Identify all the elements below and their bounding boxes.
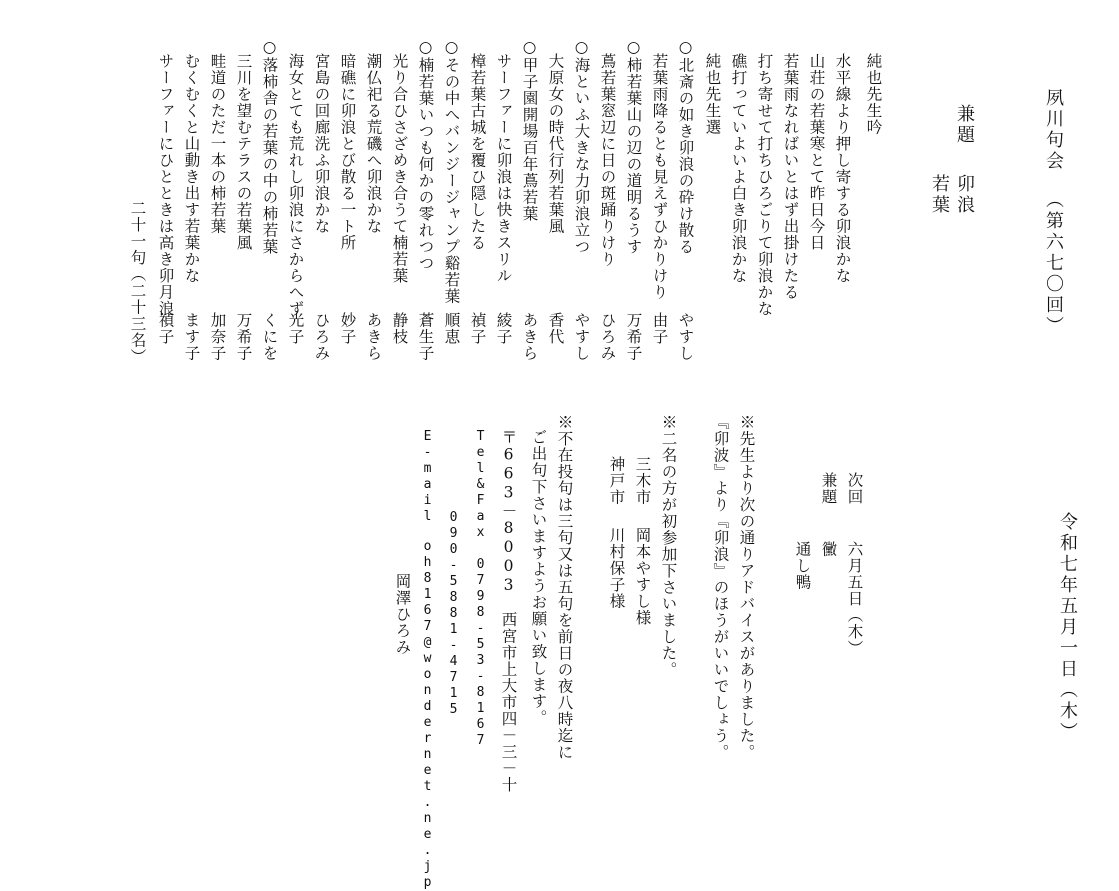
entry-author: くにを xyxy=(260,312,279,362)
entry-poem: 三川を望むテラスの若葉風 xyxy=(234,53,253,251)
entry-author: 順恵 xyxy=(442,312,461,345)
entry-poem: 宮島の回廊洗ふ卯浪かな xyxy=(312,53,331,235)
teacher-haiku: 打ち寄せて打ちひろごりて卯浪かな xyxy=(755,53,774,317)
entry-poem: 樟若葉古城を覆ひ隠したる xyxy=(468,53,487,251)
entry-author: 禎子 xyxy=(468,312,487,345)
next-label: 次回 xyxy=(845,472,864,505)
theme-label: 兼題 xyxy=(954,104,975,146)
entry-author: やすし xyxy=(676,312,695,362)
entry-author: ます子 xyxy=(182,312,201,362)
contact-tel-fax: Tel&Fax 0798-53-8167 xyxy=(473,429,488,749)
new-member-city: 三木市 xyxy=(633,456,652,506)
entry-author: 香代 xyxy=(546,312,565,345)
theme-topic-1: 卯浪 xyxy=(954,174,975,216)
teacher-heading: 純也先生吟 xyxy=(864,53,883,136)
entry-author: あきら xyxy=(520,312,539,362)
contact-address: 〒663－8003 西宮市上大市四－三－十 xyxy=(499,429,518,793)
contact-email: E-mail oh8167@wondernet.ne.jp xyxy=(420,429,435,891)
teacher-haiku: 水平線より押し寄する卯浪かな xyxy=(833,53,852,284)
advice-detail: 『卯波』より『卯浪』のほうがいいでしょう。 xyxy=(711,414,730,761)
new-member-name: 岡本やすし様 xyxy=(633,527,652,626)
entry-author: あきら xyxy=(364,312,383,362)
issue-number: （第六七〇回） xyxy=(1043,190,1064,337)
club-title: 夙川句会 xyxy=(1043,88,1064,172)
entry-poem: 暗礁に卯浪とび散る一ト所 xyxy=(338,53,357,251)
entry-poem: 海女とても荒れし卯浪にさからへず xyxy=(286,53,305,317)
absent-submission-note: ※不在投句は三句又は五句を前日の夜八時迄に xyxy=(555,414,574,761)
entry-author: 綾子 xyxy=(494,312,513,345)
entry-poem: ○落柿舎の若葉の中の柿若葉 xyxy=(260,38,279,255)
new-member-name: 川村保子様 xyxy=(607,527,626,610)
entry-author: 光子 xyxy=(286,312,305,345)
entry-poem: 潮仏祀る荒磯へ卯浪かな xyxy=(364,53,383,235)
entry-author: 万希子 xyxy=(234,312,253,362)
entry-author: 妙子 xyxy=(338,312,357,345)
entry-author: 蒼生子 xyxy=(416,312,435,362)
entry-poem: ○甲子園開場百年蔦若葉 xyxy=(520,38,539,222)
advice-note: ※先生より次の通りアドバイスがありました。 xyxy=(737,414,756,761)
next-theme-1: 黴 xyxy=(819,541,838,558)
entry-author: やすし xyxy=(572,312,591,362)
entry-author: 万希子 xyxy=(624,312,643,362)
entry-poem: ○海といふ大きな力卯浪立つ xyxy=(572,38,591,255)
contact-mobile: 090-5881-4715 xyxy=(446,510,461,718)
entry-author: ひろみ xyxy=(598,312,617,362)
poem-count: 二十一句（二十三名） xyxy=(128,200,147,365)
next-date: 六月五日（木） xyxy=(845,541,864,657)
entry-poem: サーファーに卯浪は快きスリル xyxy=(494,53,513,284)
entry-poem: ○その中へバンジージャンプ谿若葉 xyxy=(442,38,461,305)
new-members-note: ※二名の方が初参加下さいました。 xyxy=(659,414,678,678)
entry-author: 静枝 xyxy=(390,312,409,345)
entry-poem: ○楠若葉いつも何かの零れつつ xyxy=(416,38,435,272)
teacher-haiku: 若葉雨なればいとはず出掛けたる xyxy=(781,53,800,301)
next-theme-label: 兼題 xyxy=(819,472,838,505)
entry-author: 加奈子 xyxy=(208,312,227,362)
absent-submission-detail: ご出句下さいますようお願い致します。 xyxy=(529,429,548,726)
teacher-haiku: 礁打っていよいよ白き卯浪かな xyxy=(729,53,748,284)
entry-poem: 畦道のただ一本の柿若葉 xyxy=(208,53,227,235)
new-member-city: 神戸市 xyxy=(607,456,626,506)
entry-poem: ○北斎の如き卯浪の砕け散る xyxy=(676,38,695,255)
teacher-haiku: 山荘の若葉寒とて昨日今日 xyxy=(807,53,826,251)
entry-poem: 大原女の時代行列若葉風 xyxy=(546,53,565,235)
selection-label: 純也先生選 xyxy=(703,53,722,136)
entry-poem: 蔦若葉窓辺に日の斑踊りけり xyxy=(598,53,617,268)
entry-author: 禎子 xyxy=(156,312,175,345)
entry-poem: むくむくと山動き出す若葉かな xyxy=(182,53,201,284)
next-theme-2: 通し鴨 xyxy=(793,541,812,591)
entry-poem: ○柿若葉山の辺の道明るうす xyxy=(624,38,643,255)
entry-poem: 若葉雨降るとも見えずひかりけり xyxy=(650,53,669,301)
entry-author: 由子 xyxy=(650,312,669,345)
entry-author: ひろみ xyxy=(312,312,331,362)
entry-poem: サーファーにひとときは高き卯月浪 xyxy=(156,53,175,317)
entry-poem: 光り合ひさざめき合うて楠若葉 xyxy=(390,53,409,284)
theme-topic-2: 若葉 xyxy=(929,174,950,216)
document-date: 令和七年五月一日（木） xyxy=(1057,512,1078,743)
contact-name: 岡澤ひろみ xyxy=(393,573,412,656)
